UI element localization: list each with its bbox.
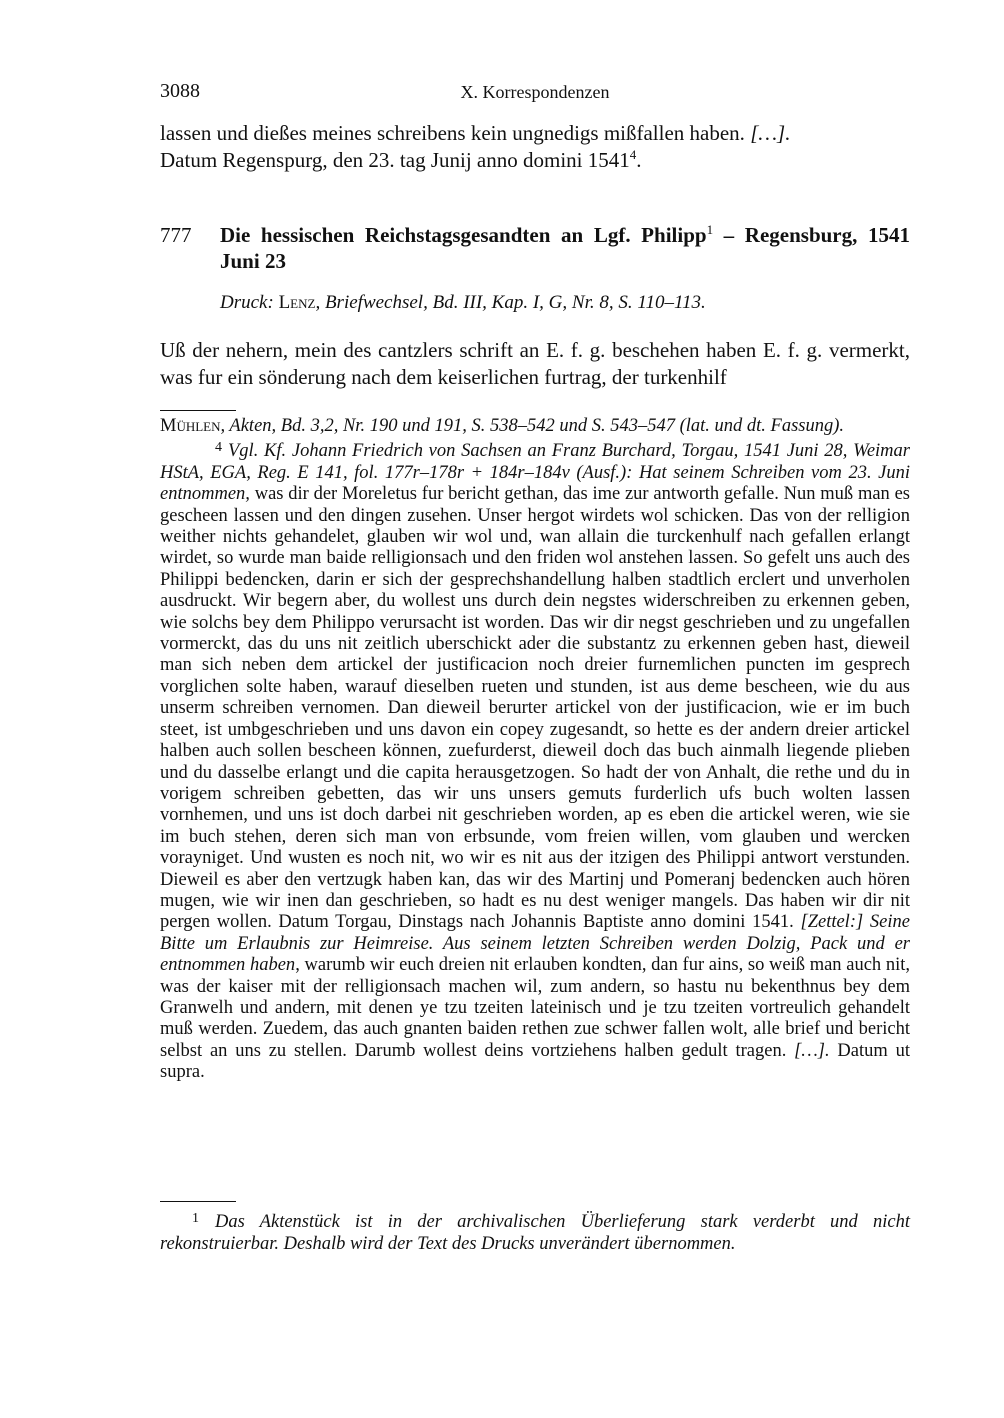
- footnotes-block: [160, 416, 910, 1084]
- document-title: [220, 222, 910, 274]
- footnote-ref-1[interactable]: 1: [706, 222, 714, 237]
- footnote-divider: [160, 410, 236, 411]
- document-title-place-date: – Regensburg, 1541 Juni 23: [220, 223, 910, 273]
- source-author: Lenz: [278, 292, 316, 313]
- source-label: Druck:: [220, 292, 274, 313]
- source-citation: , Briefwechsel, Bd. III, Kap. I, G, Nr. 8, S. 110–113.: [315, 292, 706, 313]
- footnote-4-number: 4: [215, 440, 222, 456]
- footnote-divider-2: [160, 1201, 236, 1202]
- footnote-1-text: Das Aktenstück ist in der archivalischen Überlieferung stark verderbt und nicht rekonstruierbar. Deshalb wird der Text des Drucks unverändert übernommen.: [160, 1212, 910, 1254]
- intro-text: lassen und dießes meines schreibens kein ungnedigs mißfallen haben.: [160, 121, 745, 145]
- running-head: X. Korrespondenzen: [460, 82, 610, 102]
- continuation-text: , Akten, Bd. 3,2, Nr. 190 und 191, S. 538–542 und S. 543–547 (lat. und dt. Fassung).: [220, 416, 845, 436]
- source-reference: [220, 292, 706, 314]
- footnote-1-number: 1: [192, 1211, 199, 1226]
- footnote-4-ellipsis: […].: [786, 1040, 830, 1061]
- footnote-4: [160, 437, 910, 1083]
- page-number: 3088: [160, 80, 200, 102]
- continuation-author: Mühlen: [160, 416, 221, 436]
- footnote-4-quote-continued: , warumb wir euch dreien nit erlauben kondten, dan fur ains, so weiß man auch nit, was der kaiser mit der relligionsach machen wil, zum andern, so hastu nu bekenthnus bey dem Granwelh und andern, mit denen ye tzu tzeiten lateinisch und je tzu tzeiten vortreulich gehandelt muß werden. Zuedem, das auch gnanten baiden rethen zue schwer fallen wolt, alle brief und bericht selbst an uns zu stellen. Darumb wollest deins vortziehens halben gedult tragen.: [160, 955, 910, 1061]
- intro-date: Datum Regenspurg, den 23. tag Junij anno domini 1541: [160, 148, 630, 172]
- document-heading: [160, 222, 910, 274]
- footnote-4-quote: was dir der Moreletus fur bericht gethan, das ime zur antworth gefalle. Nun muß man es gescheen lassen und den dingen zusehen. Unser hergot wirdets wol schicken. Das von der relligion weither nichts gehandelet, glauben wir wol und, wan allain die turckenhulf nach gefallen erlangt wirdet, so wurde man baide relligionsach und den friden wol anstehen lassen. So gefelt uns auch des Philippi bedencken, darin er sich der gesprechshandellung halben stadtlich erclert und unverholen ausdruckt. Wir begern aber, du wollest uns durch dein negstes widerschreiben zu erkennen geben, wie solchs bey dem Philippo verursacht ist worden. Das wir dir negst geschrieben und zu ungefallen vormerckt, das du uns nit zeitlich uberschickt ader die substantz zu erkennen geben hast, dieweil man sich neben dem artickel der justificacion noch dreier furnemlichen puncten im gesprech vorglichen solte haben, warauf dieselben rueten und stunden, ist aus deme bescheen, wie du aus unserm schreiben vernomen. Dan dieweil berurter artickel von der justificacion, wie er im buch steet, ist umbgeschrieben und uns davon ein copey zugesandt, so hette es der andern dreier artickel halben auch sollen bescheen können, zuefurderst, dieweil doch das buch ainmalh liegende plieben und du dasselbe erlangt und die capita herausgetzogen. So hadt der von Anhalt, die rethe und du in vorigem schreiben gebetten, das wir uns unsers gemuts furderlich ufs buch wolten lassen vornhemen, und uns ist doch darbei nit geschrieben worden, ap es eben die artickel weren, wie sie im buch stehen, deren sich man von erbsunde, vom freien willen, vom glauben und wercken vorayniget. Und wusten es noch nit, wo wir es nit aus der itzigen des Philippi antwort verstunden. Dieweil es aber den vertzugk haben kan, das wir des Martinj und Pomeranj bedencken auch hören mugen, wie wir inen dan geschrieben, so hadt es nu dest weniger mangels. Das haben wir dir nit pergen wollen. Datum Torgau, Dinstags nach Johannis Baptiste anno domini 1541.: [160, 484, 910, 933]
- footnote-4-end: Datum ut supra.: [160, 1040, 910, 1083]
- page-header: [160, 80, 910, 108]
- footnote-continuation: [160, 416, 910, 437]
- document-title-text: Die hessischen Reichstagsgesandten an Lgf. Philipp: [220, 223, 707, 247]
- intro-end: .: [636, 148, 642, 172]
- intro-paragraph: [160, 120, 910, 174]
- intro-ellipsis: […].: [750, 121, 791, 145]
- footnote-4-zettel: [Zettel:] Seine Bitte um Erlaubnis zur Heimreise. Aus seinem letzten Schreiben werden Dolzig, Pack und er entnommen haben: [160, 912, 910, 976]
- footnote-1: [160, 1208, 910, 1255]
- document-body: Uß der nehern, mein des cantzlers schrift an E. f. g. beschehen haben E. f. g. vermerkt, was fur ein sönderung nach dem keiserlichen furtrag, der turkenhilf: [160, 338, 910, 389]
- footnote-ref-4[interactable]: 4: [629, 147, 637, 162]
- footnote-4-summary: Vgl. Kf. Johann Friedrich von Sachsen an Franz Burchard, Torgau, 1541 Juni 28, Weimar HStA, EGA, Reg. E 141, fol. 177r–178r + 184r–184v (Ausf.): Hat seinem Schreiben vom 23. Juni entnommen,: [160, 441, 910, 505]
- document-number: 777: [160, 223, 192, 247]
